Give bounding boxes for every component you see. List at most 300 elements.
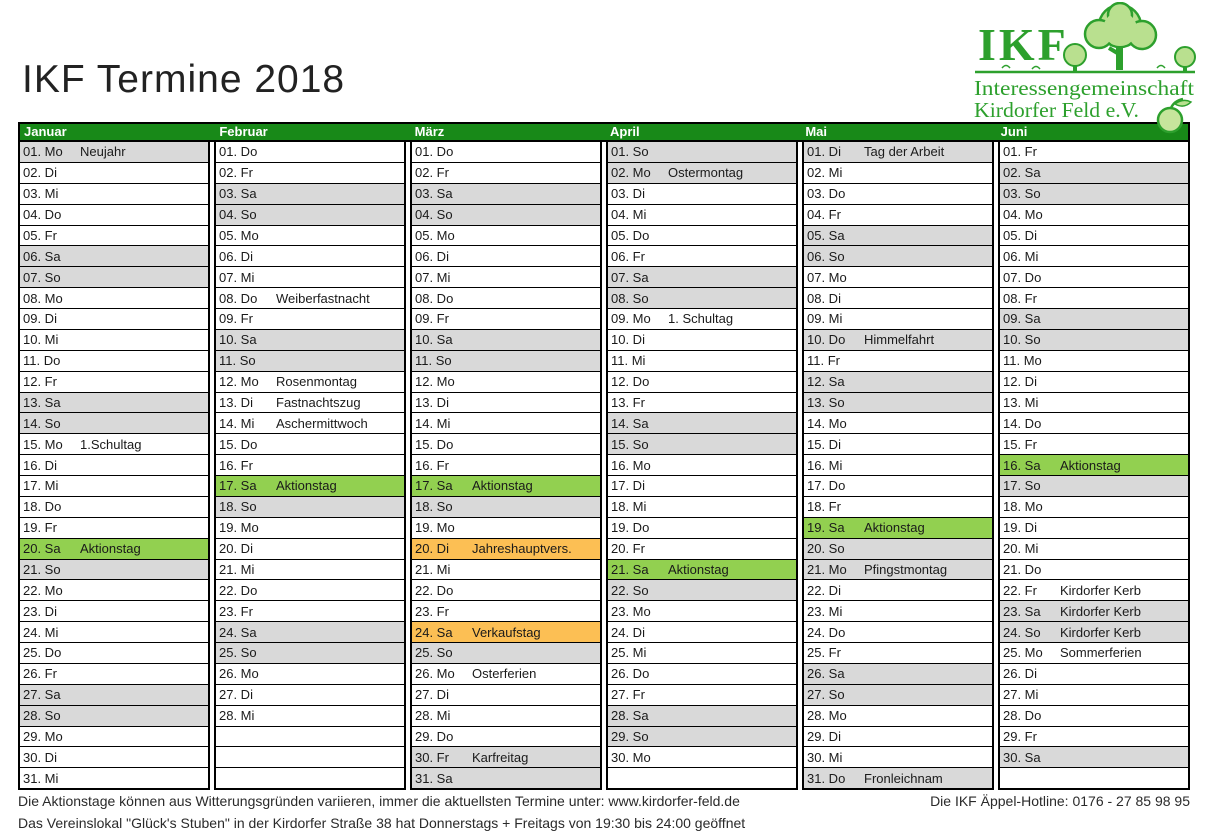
day-cell-januar-15 — [20, 434, 208, 455]
day-cell-maerz-28 — [412, 706, 600, 727]
day-label: 29. Fr — [1003, 728, 1037, 744]
day-label: 23. Sa — [1003, 603, 1041, 619]
day-label: 18. Fr — [807, 499, 841, 515]
day-label: 02. Di — [23, 165, 57, 181]
day-cell-mai-21 — [804, 560, 992, 581]
day-cell-februar-14 — [216, 413, 404, 434]
day-label: 15. Do — [219, 436, 258, 452]
day-cell-juni-06 — [1000, 246, 1188, 267]
day-label: 24. Mi — [23, 624, 59, 640]
day-label: 30. Di — [23, 749, 57, 765]
day-cell-april-04 — [608, 205, 796, 226]
day-event: Pfingstmontag — [864, 561, 948, 577]
day-cell-januar-14 — [20, 413, 208, 434]
day-cell-mai-10 — [804, 330, 992, 351]
day-cell-maerz-12 — [412, 372, 600, 393]
day-event: Karfreitag — [472, 749, 529, 765]
day-label: 25. Mo — [1003, 645, 1043, 661]
day-label: 07. Sa — [611, 269, 649, 285]
small-tree-icon-right — [1175, 47, 1195, 72]
day-label: 05. Fr — [23, 227, 57, 243]
day-label: 31. Mi — [23, 770, 59, 786]
month-column-januar — [18, 142, 210, 790]
day-cell-april-10 — [608, 330, 796, 351]
day-label: 02. Sa — [1003, 165, 1041, 181]
day-label: 04. So — [219, 207, 257, 223]
day-label: 15. Mo — [23, 436, 63, 452]
day-label: 26. Do — [611, 666, 650, 682]
day-cell-maerz-04 — [412, 205, 600, 226]
day-cell-januar-11 — [20, 351, 208, 372]
day-label: 11. Mo — [1003, 353, 1042, 369]
day-event: Ostermontag — [668, 165, 744, 181]
day-label: 16. Mi — [807, 457, 843, 473]
day-label: 14. Mi — [219, 415, 255, 431]
day-cell-april-20 — [608, 539, 796, 560]
day-label: 06. So — [807, 248, 845, 264]
day-cell-maerz-10 — [412, 330, 600, 351]
day-cell-februar-20 — [216, 539, 404, 560]
day-label: 18. Mo — [1003, 499, 1043, 515]
day-cell-maerz-29 — [412, 727, 600, 748]
day-cell-april-11 — [608, 351, 796, 372]
day-cell-januar-17 — [20, 476, 208, 497]
day-cell-maerz-08 — [412, 288, 600, 309]
day-event: Fronleichnam — [864, 770, 943, 786]
day-event: Osterferien — [472, 666, 537, 682]
day-label: 09. Mo — [611, 311, 651, 327]
day-cell-februar-04 — [216, 205, 404, 226]
day-cell-april-30 — [608, 747, 796, 768]
day-cell-januar-20 — [20, 539, 208, 560]
day-cell-januar-06 — [20, 246, 208, 267]
day-cell-februar-24 — [216, 622, 404, 643]
logo-line2: Kirdorfer Feld e.V. — [974, 98, 1139, 122]
day-cell-juni-30 — [1000, 747, 1188, 768]
day-cell-april-16 — [608, 455, 796, 476]
day-cell-februar-22 — [216, 580, 404, 601]
footer-line1 — [18, 793, 1190, 809]
day-cell-april-12 — [608, 372, 796, 393]
day-label: 25. So — [219, 645, 257, 661]
day-event: Aktionstag — [276, 478, 337, 494]
day-cell-maerz-14 — [412, 413, 600, 434]
day-label: 18. So — [219, 499, 257, 515]
day-cell-januar-31 — [20, 768, 208, 788]
day-cell-maerz-18 — [412, 497, 600, 518]
day-label: 22. Do — [219, 582, 258, 598]
day-cell-februar-17 — [216, 476, 404, 497]
day-label: 15. Di — [807, 436, 841, 452]
day-cell-januar-13 — [20, 393, 208, 414]
day-label: 27. Di — [415, 687, 449, 703]
day-cell-maerz-01 — [412, 142, 600, 163]
day-label: 13. Di — [219, 394, 253, 410]
day-cell-januar-01 — [20, 142, 208, 163]
month-column-april — [606, 142, 798, 790]
day-label: 28. Mi — [415, 708, 451, 724]
day-cell-maerz-26 — [412, 664, 600, 685]
logo-acronym: IKF — [978, 19, 1069, 70]
day-label: 19. Di — [1003, 520, 1037, 536]
calendar-grid — [18, 142, 1190, 790]
day-label: 13. So — [807, 394, 845, 410]
day-cell-mai-17 — [804, 476, 992, 497]
day-label: 09. Fr — [219, 311, 253, 327]
day-cell-maerz-11 — [412, 351, 600, 372]
day-label: 13. Di — [415, 394, 449, 410]
day-cell-maerz-17 — [412, 476, 600, 497]
day-cell-januar-09 — [20, 309, 208, 330]
day-cell-juni-28 — [1000, 706, 1188, 727]
day-label: 31. Do — [807, 770, 846, 786]
day-label: 02. Fr — [415, 165, 449, 181]
day-label: 28. Mi — [219, 708, 255, 724]
day-cell-februar-19 — [216, 518, 404, 539]
day-label: 07. So — [23, 269, 61, 285]
day-cell-maerz-30 — [412, 747, 600, 768]
day-cell-januar-04 — [20, 205, 208, 226]
day-cell-mai-16 — [804, 455, 992, 476]
day-label: 21. Mi — [219, 561, 255, 577]
day-label: 12. Mo — [219, 374, 259, 390]
day-cell-februar-07 — [216, 267, 404, 288]
day-label: 23. Di — [23, 603, 57, 619]
day-cell-februar-06 — [216, 246, 404, 267]
day-cell-februar-12 — [216, 372, 404, 393]
day-cell-mai-20 — [804, 539, 992, 560]
day-label: 24. Do — [807, 624, 846, 640]
day-label: 14. Sa — [611, 415, 649, 431]
day-cell-juni-22 — [1000, 580, 1188, 601]
day-label: 11. So — [219, 353, 256, 369]
day-cell-mai-13 — [804, 393, 992, 414]
day-cell-maerz-15 — [412, 434, 600, 455]
day-label: 02. Mi — [807, 165, 843, 181]
day-label: 26. Di — [1003, 666, 1037, 682]
day-cell-februar-08 — [216, 288, 404, 309]
day-label: 24. Di — [611, 624, 645, 640]
day-cell-april-29 — [608, 727, 796, 748]
day-label: 21. Mi — [415, 561, 451, 577]
day-cell-januar-26 — [20, 664, 208, 685]
day-event: Aktionstag — [864, 520, 925, 536]
day-label: 06. Fr — [611, 248, 645, 264]
day-label: 26. Fr — [23, 666, 57, 682]
day-cell-april-03 — [608, 184, 796, 205]
day-event: Rosenmontag — [276, 374, 357, 390]
day-label: 28. So — [23, 708, 61, 724]
day-cell-mai-08 — [804, 288, 992, 309]
tree-icon — [1085, 3, 1156, 70]
day-label: 10. Sa — [415, 332, 453, 348]
day-cell-januar-18 — [20, 497, 208, 518]
day-label: 11. So — [415, 353, 452, 369]
day-cell-april-21 — [608, 560, 796, 581]
day-label: 31. Sa — [415, 770, 453, 786]
day-label: 25. Fr — [807, 645, 841, 661]
day-label: 12. Mo — [415, 374, 455, 390]
day-label: 22. Do — [415, 582, 454, 598]
day-cell-februar-27 — [216, 685, 404, 706]
day-cell-juni-20 — [1000, 539, 1188, 560]
day-cell-april-17 — [608, 476, 796, 497]
day-label: 19. Do — [611, 520, 650, 536]
day-label: 17. So — [1003, 478, 1041, 494]
day-cell-juni-23 — [1000, 601, 1188, 622]
day-label: 04. Fr — [807, 207, 841, 223]
day-label: 28. Sa — [611, 708, 649, 724]
day-label: 10. Di — [611, 332, 645, 348]
day-label: 20. Sa — [23, 541, 61, 557]
footer-note-vereinslokal: Das Vereinslokal "Glück's Stuben" in der Kirdorfer Straße 38 hat Donnerstags + Freitags von 19:30 bis 24:00 geöffnet — [18, 815, 746, 831]
day-cell-juni-11 — [1000, 351, 1188, 372]
day-label: 01. Do — [415, 144, 454, 160]
day-label: 06. Sa — [23, 248, 61, 264]
day-label: 20. Mi — [1003, 541, 1039, 557]
day-cell-januar-12 — [20, 372, 208, 393]
day-cell-juni-12 — [1000, 372, 1188, 393]
day-cell-juni-05 — [1000, 226, 1188, 247]
day-label: 29. Mo — [23, 728, 63, 744]
day-label: 01. Di — [807, 144, 841, 160]
footer-hotline: Die IKF Äppel-Hotline: 0176 - 27 85 98 95 — [930, 793, 1190, 809]
day-label: 11. Mi — [611, 353, 646, 369]
day-label: 25. Do — [23, 645, 62, 661]
day-label: 02. Fr — [219, 165, 253, 181]
day-label: 28. Mo — [807, 708, 847, 724]
day-cell-juni-24 — [1000, 622, 1188, 643]
day-label: 17. Do — [807, 478, 846, 494]
day-cell-april-02 — [608, 163, 796, 184]
day-label: 07. Mi — [415, 269, 451, 285]
day-label: 21. So — [23, 561, 61, 577]
day-label: 29. Di — [807, 728, 841, 744]
day-cell-februar-01 — [216, 142, 404, 163]
day-cell-februar-26 — [216, 664, 404, 685]
day-label: 14. Mo — [807, 415, 847, 431]
day-label: 16. Fr — [219, 457, 253, 473]
day-event: Aktionstag — [80, 541, 141, 557]
day-cell-april-14 — [608, 413, 796, 434]
day-cell-juni-15 — [1000, 434, 1188, 455]
month-header-februar: Februar — [219, 124, 268, 139]
day-cell-mai-06 — [804, 246, 992, 267]
day-cell-januar-05 — [20, 226, 208, 247]
day-cell-empty — [608, 768, 796, 788]
day-label: 01. Do — [219, 144, 258, 160]
day-event: Aschermittwoch — [276, 415, 368, 431]
day-label: 01. So — [611, 144, 649, 160]
month-column-februar — [214, 142, 406, 790]
month-header-juni: Juni — [1000, 124, 1028, 139]
day-label: 17. Mi — [23, 478, 59, 494]
day-label: 23. Fr — [219, 603, 253, 619]
footer-line2 — [18, 815, 1190, 831]
day-cell-juni-04 — [1000, 205, 1188, 226]
day-cell-maerz-09 — [412, 309, 600, 330]
day-label: 05. Mo — [415, 227, 455, 243]
day-label: 07. Do — [1003, 269, 1042, 285]
day-label: 30. Mo — [611, 749, 651, 765]
day-label: 23. Fr — [415, 603, 449, 619]
day-cell-april-25 — [608, 643, 796, 664]
day-cell-januar-03 — [20, 184, 208, 205]
day-label: 13. Mi — [1003, 394, 1039, 410]
day-label: 09. Mi — [807, 311, 843, 327]
day-cell-april-24 — [608, 622, 796, 643]
day-label: 08. Do — [415, 290, 454, 306]
day-label: 01. Mo — [23, 144, 63, 160]
day-cell-mai-02 — [804, 163, 992, 184]
day-label: 10. Do — [807, 332, 846, 348]
day-label: 24. Sa — [415, 624, 453, 640]
day-cell-maerz-16 — [412, 455, 600, 476]
footer-note-aktionstage: Die Aktionstage können aus Witterungsgründen variieren, immer die aktuellsten Termine unter: www.kirdorfer-feld.de — [18, 793, 740, 809]
day-label: 23. Mo — [611, 603, 651, 619]
day-cell-april-07 — [608, 267, 796, 288]
day-cell-mai-14 — [804, 413, 992, 434]
day-cell-mai-19 — [804, 518, 992, 539]
day-cell-juni-18 — [1000, 497, 1188, 518]
day-cell-januar-21 — [20, 560, 208, 581]
day-event: Kirdorfer Kerb — [1060, 624, 1141, 640]
day-cell-januar-30 — [20, 747, 208, 768]
day-label: 13. Sa — [23, 394, 61, 410]
day-cell-februar-05 — [216, 226, 404, 247]
day-label: 05. Do — [611, 227, 650, 243]
day-cell-juni-13 — [1000, 393, 1188, 414]
day-cell-mai-12 — [804, 372, 992, 393]
day-cell-juni-21 — [1000, 560, 1188, 581]
day-label: 25. So — [415, 645, 453, 661]
day-cell-april-09 — [608, 309, 796, 330]
day-cell-februar-10 — [216, 330, 404, 351]
day-cell-juni-16 — [1000, 455, 1188, 476]
day-label: 09. Sa — [1003, 311, 1041, 327]
day-label: 27. Sa — [23, 687, 61, 703]
day-cell-juni-19 — [1000, 518, 1188, 539]
day-label: 23. Mi — [807, 603, 843, 619]
day-cell-februar-11 — [216, 351, 404, 372]
day-event: Neujahr — [80, 144, 126, 160]
day-label: 04. Mi — [611, 207, 647, 223]
day-cell-februar-28 — [216, 706, 404, 727]
day-cell-juni-14 — [1000, 413, 1188, 434]
day-cell-juni-01 — [1000, 142, 1188, 163]
day-label: 22. Mo — [23, 582, 63, 598]
day-cell-mai-30 — [804, 747, 992, 768]
day-cell-mai-23 — [804, 601, 992, 622]
day-cell-april-22 — [608, 580, 796, 601]
day-label: 04. Do — [23, 207, 62, 223]
day-label: 10. Sa — [219, 332, 257, 348]
day-event: Aktionstag — [668, 561, 729, 577]
day-label: 05. Sa — [807, 227, 845, 243]
day-label: 19. Fr — [23, 520, 57, 536]
day-label: 13. Fr — [611, 394, 645, 410]
day-label: 03. So — [1003, 186, 1041, 202]
day-cell-maerz-20 — [412, 539, 600, 560]
day-cell-mai-27 — [804, 685, 992, 706]
day-label: 17. Sa — [219, 478, 257, 494]
day-cell-mai-04 — [804, 205, 992, 226]
day-label: 22. Di — [807, 582, 841, 598]
day-label: 30. Fr — [415, 749, 449, 765]
day-cell-maerz-24 — [412, 622, 600, 643]
day-cell-maerz-07 — [412, 267, 600, 288]
day-cell-januar-29 — [20, 727, 208, 748]
day-label: 30. Mi — [807, 749, 843, 765]
day-label: 18. Do — [23, 499, 62, 515]
day-label: 10. Mi — [23, 332, 59, 348]
day-label: 22. Fr — [1003, 582, 1037, 598]
day-label: 29. Do — [415, 728, 454, 744]
day-cell-juni-02 — [1000, 163, 1188, 184]
day-cell-januar-22 — [20, 580, 208, 601]
day-label: 15. Do — [415, 436, 454, 452]
day-cell-maerz-03 — [412, 184, 600, 205]
day-cell-juni-27 — [1000, 685, 1188, 706]
day-cell-mai-22 — [804, 580, 992, 601]
apple-icon — [1158, 99, 1191, 132]
day-event: Aktionstag — [472, 478, 533, 494]
day-cell-februar-02 — [216, 163, 404, 184]
day-cell-februar-18 — [216, 497, 404, 518]
day-cell-mai-28 — [804, 706, 992, 727]
month-column-mai — [802, 142, 994, 790]
day-label: 18. So — [415, 499, 453, 515]
day-cell-maerz-02 — [412, 163, 600, 184]
day-cell-maerz-06 — [412, 246, 600, 267]
day-event: Tag der Arbeit — [864, 144, 945, 160]
day-cell-januar-02 — [20, 163, 208, 184]
day-label: 10. So — [1003, 332, 1041, 348]
day-label: 15. So — [611, 436, 649, 452]
month-header-maerz: März — [414, 124, 445, 139]
day-cell-februar-21 — [216, 560, 404, 581]
day-label: 06. Di — [415, 248, 449, 264]
day-cell-mai-31 — [804, 768, 992, 788]
day-label: 16. Fr — [415, 457, 449, 473]
day-cell-mai-18 — [804, 497, 992, 518]
month-header-januar: Januar — [24, 124, 67, 139]
day-label: 14. Do — [1003, 415, 1042, 431]
day-event: Kirdorfer Kerb — [1060, 582, 1141, 598]
day-cell-juni-10 — [1000, 330, 1188, 351]
day-label: 08. Mo — [23, 290, 63, 306]
day-cell-mai-03 — [804, 184, 992, 205]
day-label: 14. Mi — [415, 415, 451, 431]
day-cell-empty — [216, 768, 404, 788]
logo-line1: Interessengemeinschaft — [974, 76, 1195, 100]
day-label: 05. Di — [1003, 227, 1037, 243]
day-label: 17. Di — [611, 478, 645, 494]
day-label: 27. Fr — [611, 687, 645, 703]
month-header-mai: Mai — [805, 124, 827, 139]
day-event: Aktionstag — [1060, 457, 1121, 473]
day-cell-april-26 — [608, 664, 796, 685]
day-label: 16. Mo — [611, 457, 651, 473]
day-cell-mai-09 — [804, 309, 992, 330]
day-cell-maerz-25 — [412, 643, 600, 664]
day-label: 16. Di — [23, 457, 57, 473]
day-cell-april-15 — [608, 434, 796, 455]
day-cell-juni-07 — [1000, 267, 1188, 288]
day-label: 14. So — [23, 415, 61, 431]
day-cell-januar-23 — [20, 601, 208, 622]
day-cell-januar-24 — [20, 622, 208, 643]
